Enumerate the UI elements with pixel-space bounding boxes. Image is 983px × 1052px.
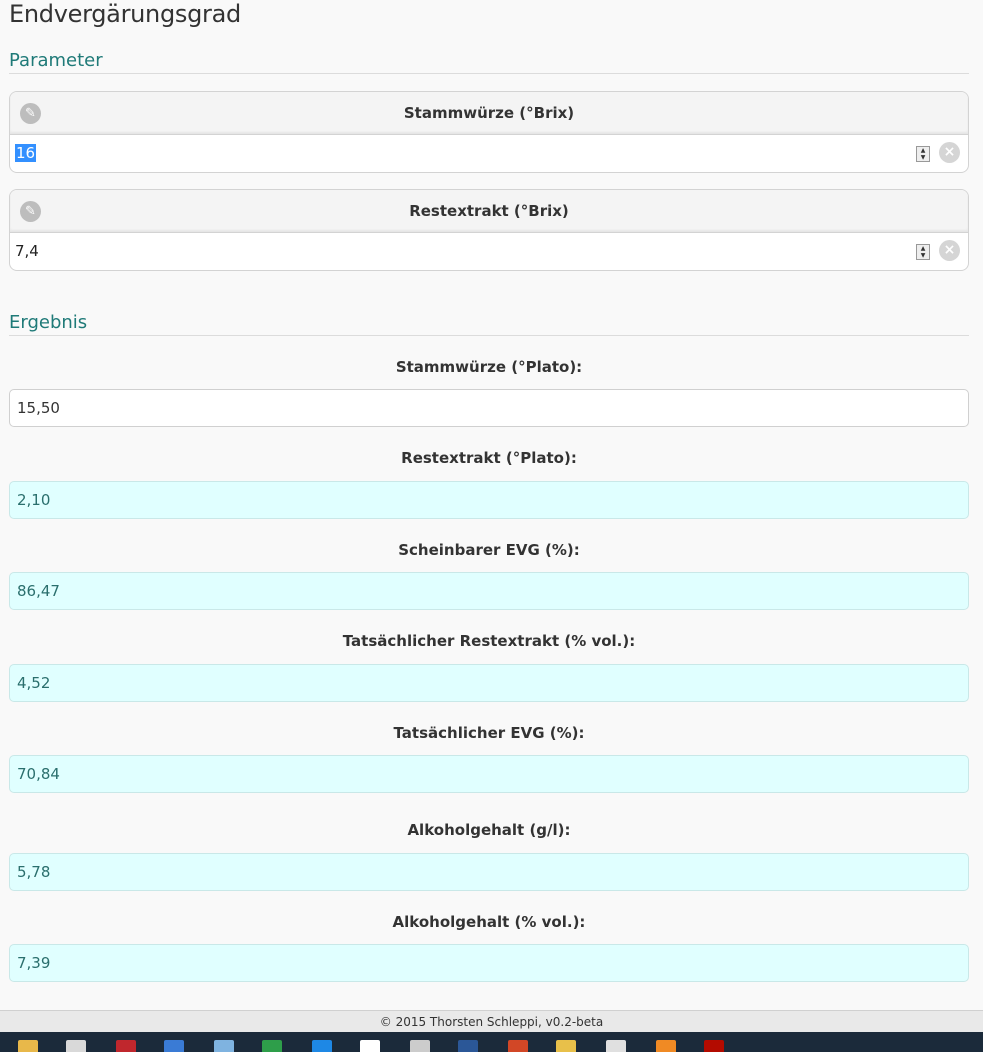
app-icon[interactable]: [116, 1040, 136, 1052]
restextrakt-brix-label: Restextrakt (°Brix): [409, 202, 569, 220]
store-icon[interactable]: [66, 1040, 86, 1052]
matlab-icon[interactable]: [656, 1040, 676, 1052]
result-field[interactable]: 4,52: [9, 664, 969, 702]
powerpoint-icon[interactable]: [508, 1040, 528, 1052]
spinner-arrows-icon[interactable]: ▲ ▼: [916, 244, 930, 260]
tex-icon[interactable]: [410, 1040, 430, 1052]
result-label: Alkoholgehalt (% vol.):: [392, 913, 586, 931]
result-field[interactable]: 2,10: [9, 481, 969, 519]
restextrakt-brix-field: [9, 189, 969, 271]
stammwuerze-brix-input-row: [10, 135, 968, 172]
play-icon[interactable]: [312, 1040, 332, 1052]
paint-icon[interactable]: [556, 1040, 576, 1052]
restextrakt-brix-header: [10, 190, 968, 233]
word-icon[interactable]: [458, 1040, 478, 1052]
result-field[interactable]: 86,47: [9, 572, 969, 610]
stammwuerze-brix-input[interactable]: [15, 144, 895, 162]
folder-icon[interactable]: [18, 1040, 38, 1052]
spreadsheet-icon[interactable]: [262, 1040, 282, 1052]
restextrakt-brix-input-row: [10, 233, 968, 270]
pdf-icon[interactable]: [704, 1040, 724, 1052]
parameter-section-title: Parameter: [9, 50, 969, 74]
result-label: Alkoholgehalt (g/l):: [407, 821, 571, 839]
app-icon[interactable]: [214, 1040, 234, 1052]
page-title: Endvergärungsgrad: [9, 0, 241, 28]
taskbar: [0, 1032, 983, 1052]
result-label: Tatsächlicher EVG (%):: [393, 724, 585, 742]
pencil-icon[interactable]: ✎: [20, 201, 41, 222]
result-label: Stammwürze (°Plato):: [395, 358, 583, 376]
result-field[interactable]: 70,84: [9, 755, 969, 793]
clear-circle-icon[interactable]: ×: [939, 142, 960, 163]
footer: © 2015 Thorsten Schleppi, v0.2-beta: [0, 1010, 983, 1033]
dropbox-icon[interactable]: [360, 1040, 380, 1052]
stammwuerze-brix-value: 16: [16, 144, 36, 162]
spinner-arrows-icon[interactable]: ▲ ▼: [916, 146, 930, 162]
stammwuerze-brix-label: Stammwürze (°Brix): [403, 104, 575, 122]
result-label: Tatsächlicher Restextrakt (% vol.):: [342, 632, 636, 650]
result-field[interactable]: 15,50: [9, 389, 969, 427]
app-icon[interactable]: [606, 1040, 626, 1052]
restextrakt-brix-input[interactable]: 7,4: [15, 242, 39, 260]
pencil-icon[interactable]: ✎: [20, 103, 41, 124]
ergebnis-section-title: Ergebnis: [9, 312, 969, 336]
clear-circle-icon[interactable]: ×: [939, 240, 960, 261]
result-field[interactable]: 7,39: [9, 944, 969, 982]
result-label: Scheinbarer EVG (%):: [398, 541, 580, 559]
stammwuerze-brix-header: [10, 92, 968, 135]
stammwuerze-brix-field: [9, 91, 969, 173]
browser-icon[interactable]: [164, 1040, 184, 1052]
result-label: Restextrakt (°Plato):: [401, 449, 577, 467]
result-field[interactable]: 5,78: [9, 853, 969, 891]
